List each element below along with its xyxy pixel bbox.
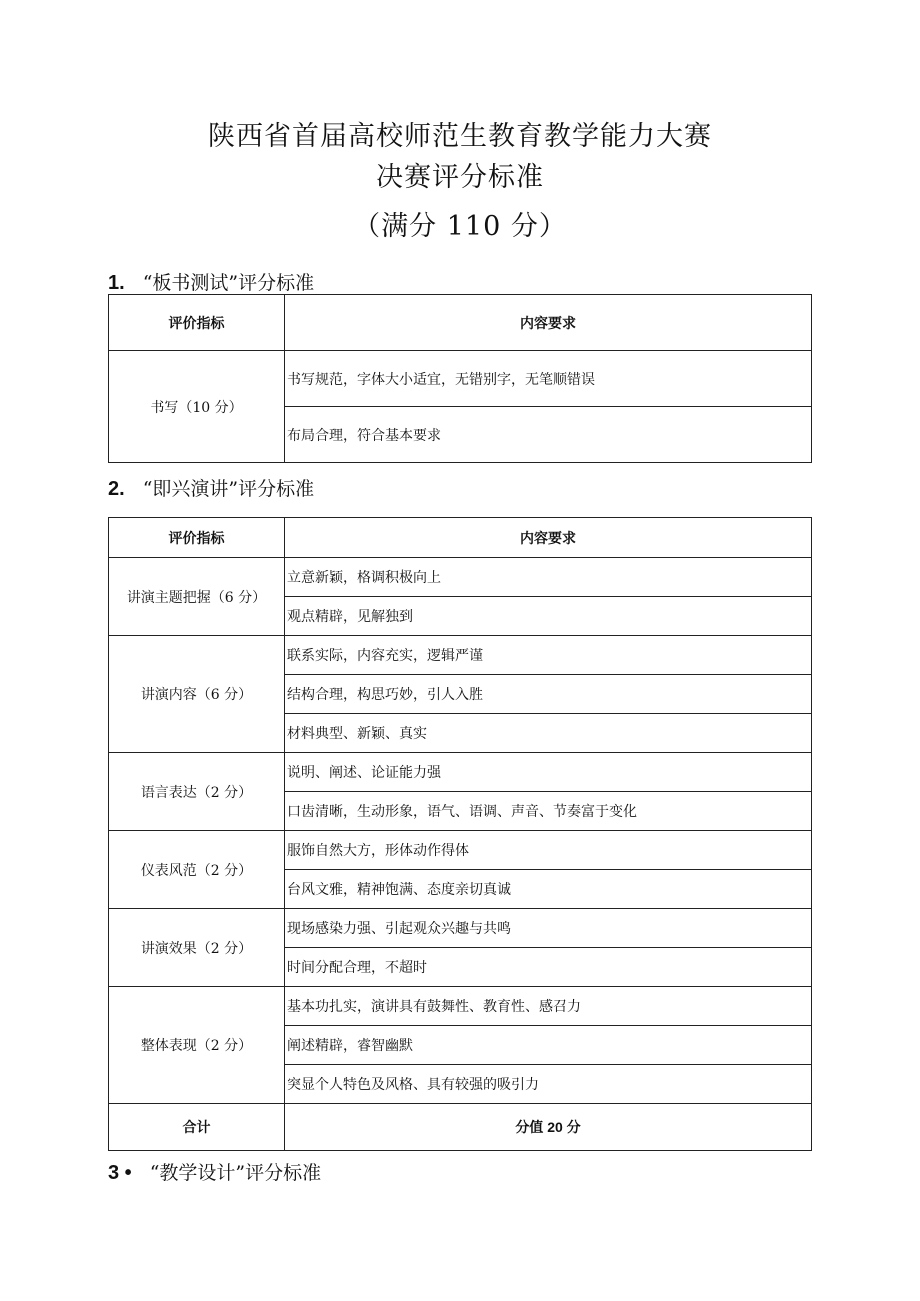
requirement-cell: 布局合理，符合基本要求 <box>285 407 812 463</box>
section-3-number: 3 • <box>108 1162 132 1184</box>
criterion-theme: 讲演主题把握（6 分） <box>109 558 285 636</box>
table-row <box>109 636 812 675</box>
title-line-1: 陕西省首届高校师范生教育教学能力大赛 <box>208 121 712 152</box>
section-1-heading <box>108 268 314 295</box>
section-3-title: “教学设计”评分标准 <box>149 1162 322 1184</box>
criterion-effect: 讲演效果（2 分） <box>109 909 285 987</box>
title-line-3: （满分 110 分） <box>353 211 567 242</box>
criterion-writing: 书写（10 分） <box>109 351 285 463</box>
table-row <box>109 909 812 948</box>
requirement-cell: 服饰自然大方，形体动作得体 <box>285 831 812 870</box>
table-row <box>109 987 812 1026</box>
requirement-cell: 基本功扎实，演讲具有鼓舞性、教育性、感召力 <box>285 987 812 1026</box>
criterion-expression: 语言表达（2 分） <box>109 753 285 831</box>
table-header-row <box>109 295 812 351</box>
header-content: 内容要求 <box>285 518 812 558</box>
requirement-cell: 现场感染力强、引起观众兴趣与共鸣 <box>285 909 812 948</box>
criterion-content: 讲演内容（6 分） <box>109 636 285 753</box>
total-value: 分值 20 分 <box>285 1104 812 1151</box>
requirement-cell: 联系实际，内容充实，逻辑严谨 <box>285 636 812 675</box>
requirement-cell: 台风文雅，精神饱满、态度亲切真诚 <box>285 870 812 909</box>
table-row <box>109 753 812 792</box>
section-2-number: 2. <box>108 478 125 500</box>
requirement-cell: 结构合理，构思巧妙，引人入胜 <box>285 675 812 714</box>
total-row <box>109 1104 812 1151</box>
requirement-cell: 立意新颖，格调积极向上 <box>285 558 812 597</box>
section-2-title: “即兴演讲”评分标准 <box>142 478 315 500</box>
impromptu-speech-table <box>108 517 812 1151</box>
criterion-demeanor: 仪表风范（2 分） <box>109 831 285 909</box>
table-row <box>109 831 812 870</box>
section-1-title: “板书测试”评分标准 <box>142 272 315 294</box>
header-indicator: 评价指标 <box>109 295 285 351</box>
requirement-cell: 书写规范，字体大小适宜，无错别字，无笔顺错误 <box>285 351 812 407</box>
requirement-cell: 阐述精辟，睿智幽默 <box>285 1026 812 1065</box>
title-line-2: 决赛评分标准 <box>376 162 544 193</box>
requirement-cell: 时间分配合理，不超时 <box>285 948 812 987</box>
requirement-cell: 观点精辟，见解独到 <box>285 597 812 636</box>
section-1-number: 1. <box>108 272 125 294</box>
requirement-cell: 说明、阐述、论证能力强 <box>285 753 812 792</box>
criterion-overall: 整体表现（2 分） <box>109 987 285 1104</box>
requirement-cell: 材料典型、新颖、真实 <box>285 714 812 753</box>
table-row <box>109 351 812 407</box>
requirement-cell: 突显个人特色及风格、具有较强的吸引力 <box>285 1065 812 1104</box>
section-2-heading <box>108 474 314 501</box>
table-header-row <box>109 518 812 558</box>
board-writing-table <box>108 294 812 463</box>
requirement-cell: 口齿清晰，生动形象，语气、语调、声音、节奏富于变化 <box>285 792 812 831</box>
header-indicator: 评价指标 <box>109 518 285 558</box>
table-row <box>109 558 812 597</box>
header-content: 内容要求 <box>285 295 812 351</box>
section-3-heading <box>108 1158 321 1185</box>
total-label: 合计 <box>109 1104 285 1151</box>
